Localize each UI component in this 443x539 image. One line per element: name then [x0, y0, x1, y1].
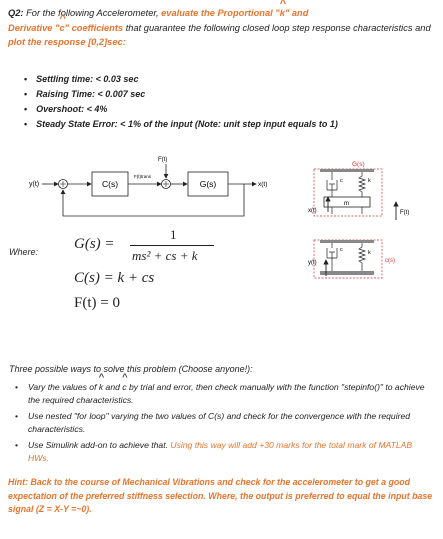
requirements-list — [24, 72, 338, 132]
c-label: c(s) — [385, 258, 395, 264]
fraction-bar — [130, 245, 214, 246]
requirement-item: • Raising Time: < 0.007 sec — [24, 87, 338, 102]
svg-text:c: c — [340, 178, 343, 184]
y-label: y(t) — [308, 260, 317, 266]
x-label: x(t) — [308, 208, 317, 214]
lower-spring — [359, 243, 365, 271]
bonus-note: Using this way will add +30 marks for the total mark of MATLAB HWs. — [28, 440, 413, 463]
disturbance-label: F(t) — [158, 157, 168, 163]
hint-text: Hint: Back to the course of Mechanical Vibrations and check for the accelerometer to get a good expectation of the preferred stiffness selection. Where, the output is preferred to equal the input base signal (Z = X-Y =~0). — [8, 477, 433, 515]
requirement-item: • Settling time: < 0.03 sec — [24, 72, 338, 87]
requirement-item: • Steady State Error: < 1% of the input (Note: unit step input equals to 1) — [24, 117, 338, 132]
g-denominator: ms² + cs + k — [132, 248, 198, 263]
g-equation-lhs: G(s) = — [74, 236, 115, 252]
force-label: F(t) — [400, 210, 410, 216]
upper-spring — [359, 172, 365, 197]
question-label: Q2: — [8, 8, 24, 18]
f-equation: F(t) = 0 — [74, 295, 120, 311]
controller-label: C(s) — [101, 179, 119, 189]
three-ways-text: Three possible ways to solve this problem (Choose anyone!): — [9, 364, 253, 374]
question-text: Q2: For the following Accelerometer, evaluate the Proportional "^ k" and Derivative "^ c" coefficients that guarantee the following closed loop step response characteristics and plot the response [0,2]sec: — [8, 6, 436, 50]
svg-text:c: c — [340, 247, 343, 253]
mass-label: m — [344, 201, 349, 207]
input-label: y(t) — [29, 181, 40, 188]
k-hat-symbol: ^ k — [99, 381, 103, 394]
requirement-item: • Overshoot: < 4% — [24, 102, 338, 117]
g-label: G(s) — [352, 161, 365, 168]
c-hat-symbol: ^ c — [122, 381, 126, 394]
controller-output-label: F(t)trans — [134, 174, 152, 179]
g-numerator: 1 — [170, 227, 177, 242]
options-list — [28, 381, 432, 468]
c-equation: C(s) = k + cs — [74, 270, 155, 286]
where-label: Where: — [9, 247, 39, 257]
option-item: • Use nested "for loop" varying the two values of C(s) and check for the convergence with the required characteristics. — [28, 410, 432, 436]
g-dashed-box — [314, 169, 382, 216]
top-plate — [320, 169, 374, 172]
svg-text:k: k — [368, 178, 371, 184]
c-hat-symbol: ^ c — [59, 21, 64, 36]
plot-phrase: plot the response [0,2]sec: — [8, 37, 126, 48]
option-item: • Use Simulink add-on to achieve that. Using this way will add +30 marks for the total mark of MATLAB HWs. — [28, 439, 432, 465]
base-plate — [320, 271, 374, 275]
evaluate-phrase: evaluate the Proportional " — [161, 8, 280, 18]
output-label: x(t) — [258, 181, 268, 188]
plant-label: G(s) — [199, 179, 217, 189]
svg-text:k: k — [368, 250, 371, 256]
k-hat-symbol: ^ k — [280, 6, 285, 21]
option-item: • Vary the values of ^ k and ^ c by trial and error, then check manually with the function "stepinfo()" to achieve the required characteristics. — [28, 381, 432, 407]
block-diagram — [0, 150, 443, 300]
